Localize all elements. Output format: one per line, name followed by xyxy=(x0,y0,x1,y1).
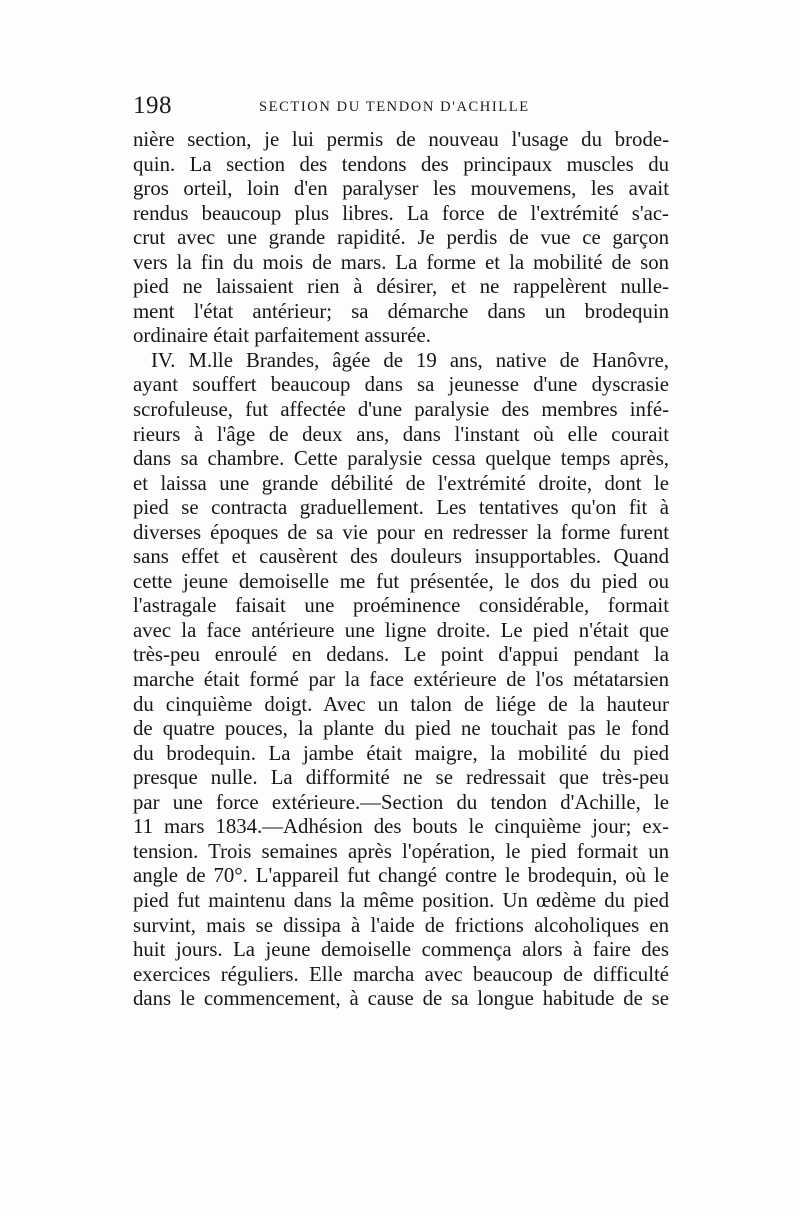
body-text xyxy=(133,128,669,1012)
text-line: huit jours. La jeune demoiselle commença alors à faire des xyxy=(133,938,669,962)
text-line: et laissa une grande débilité de l'extrémité droite, dont le xyxy=(133,471,669,495)
text-line: 11 mars 1834.—Adhésion des bouts le cinquième jour; ex- xyxy=(133,815,669,839)
page-number: 198 xyxy=(133,92,172,119)
text-line: angle de 70°. L'appareil fut changé contre le brodequin, où le xyxy=(133,864,669,888)
text-line: sans effet et causèrent des douleurs insupportables. Quand xyxy=(133,545,669,569)
text-line: vers la fin du mois de mars. La forme et la mobilité de son xyxy=(133,250,669,274)
page-header xyxy=(133,92,673,122)
text-line: très-peu enroulé en dedans. Le point d'appui pendant la xyxy=(133,643,669,667)
text-line: ordinaire était parfaitement assurée. xyxy=(133,324,431,348)
text-line: dans le commencement, à cause de sa longue habitude de se xyxy=(133,987,669,1011)
text-line: presque nulle. La difformité ne se redressait que très-peu xyxy=(133,766,669,790)
text-line: pied fut maintenu dans la même position. Un œdème du pied xyxy=(133,888,669,912)
text-line: quin. La section des tendons des principaux muscles du xyxy=(133,152,669,176)
text-line: survint, mais se dissipa à l'aide de frictions alcoholiques en xyxy=(133,913,669,937)
text-line: avec la face antérieure une ligne droite. Le pied n'était que xyxy=(133,618,669,642)
running-head: SECTION DU TENDON D'ACHILLE xyxy=(259,99,530,115)
text-line: ment l'état antérieur; sa démarche dans un brodequin xyxy=(133,299,669,323)
text-line: pied ne laissaient rien à désirer, et ne rappelèrent nulle- xyxy=(133,275,669,299)
text-line: rieurs à l'âge de deux ans, dans l'instant où elle courait xyxy=(133,422,669,446)
text-line: diverses époques de sa vie pour en redresser la forme furent xyxy=(133,520,669,544)
text-line: par une force extérieure.—Section du tendon d'Achille, le xyxy=(133,790,669,814)
text-line: rendus beaucoup plus libres. La force de l'extrémité s'ac- xyxy=(133,201,669,225)
text-line: scrofuleuse, fut affectée d'une paralysie des membres infé- xyxy=(133,398,669,422)
text-line: tension. Trois semaines après l'opération, le pied formait un xyxy=(133,839,669,863)
text-line: de quatre pouces, la plante du pied ne touchait pas le fond xyxy=(133,717,669,741)
text-line: pied se contracta graduellement. Les tentatives qu'on fit à xyxy=(133,496,669,520)
text-line: nière section, je lui permis de nouveau l'usage du brode- xyxy=(133,128,669,151)
text-line: crut avec une grande rapidité. Je perdis de vue ce garçon xyxy=(133,226,669,250)
text-line: marche était formé par la face extérieure de l'os métatarsien xyxy=(133,668,669,692)
text-line: du brodequin. La jambe était maigre, la mobilité du pied xyxy=(133,741,669,765)
text-line: exercices réguliers. Elle marcha avec beaucoup de difficulté xyxy=(133,962,669,986)
text-line: cette jeune demoiselle me fut présentée, le dos du pied ou xyxy=(133,569,669,593)
text-line: gros orteil, loin d'en paralyser les mouvemens, les avait xyxy=(133,177,669,201)
text-line: du cinquième doigt. Avec un talon de liége de la hauteur xyxy=(133,692,669,716)
text-line: ayant souffert beaucoup dans sa jeunesse d'une dyscrasie xyxy=(133,373,669,397)
text-line: dans sa chambre. Cette paralysie cessa quelque temps après, xyxy=(133,447,669,471)
paragraph-start-line: IV. M.lle Brandes, âgée de 19 ans, native de Hanôvre, xyxy=(151,348,669,372)
text-line: l'astragale faisait une proéminence considérable, formait xyxy=(133,594,669,618)
